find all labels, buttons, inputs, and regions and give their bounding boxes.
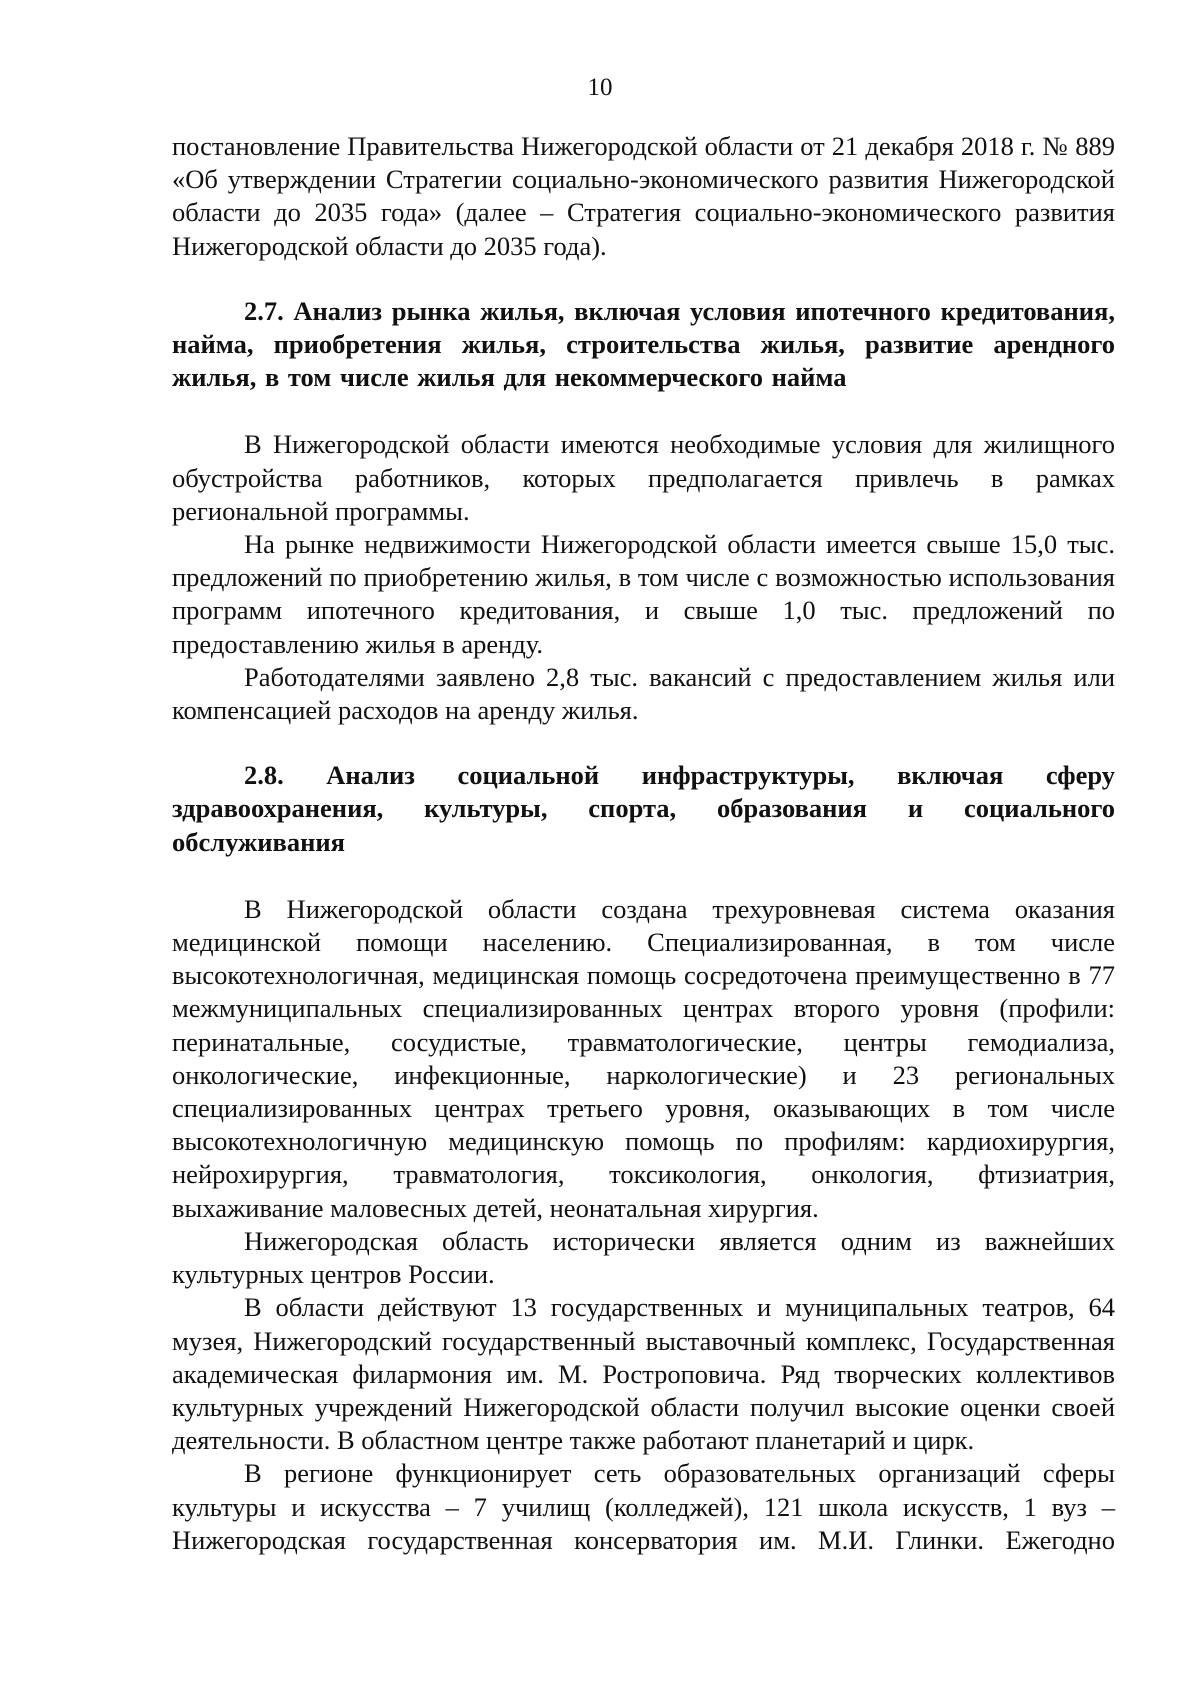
section-2-8-paragraph: В регионе функционирует сеть образовательных организаций сферы культуры и искусства – 7 училищ (колледжей), 121 школа искусств, 1 вуз – Нижегородская государственная консерватория им. М.И. Глинки. Ежегодно [172, 1458, 1115, 1555]
spacer [172, 727, 1115, 759]
spacer [172, 394, 1115, 428]
section-2-7-paragraph: В Нижегородской области имеются необходимые условия для жилищного обустройства работников, которых предполагается привлечь в рамках региональной программы. [172, 429, 1115, 526]
section-2-8-paragraph: В области действуют 13 государственных и муниципальных театров, 64 музея, Нижегородский государственный выставочный комплекс, Государственная академическая филармония им. М. Ростроповича. Ряд творческих коллективов культурных учреждений Нижегородской области получил высокие оценки своей деятельности. В областном центре также работают планетарий и цирк. [172, 1292, 1115, 1456]
spacer [172, 859, 1115, 893]
section-2-7-paragraph: Работодателями заявлено 2,8 тыс. вакансий с предоставлением жилья или компенсацией расходов на аренду жилья. [172, 661, 1115, 726]
section-2-8-paragraph: В Нижегородской области создана трехуровневая система оказания медицинской помощи населению. Специализированная, в том числе высокотехнологичная, медицинская помощь сосредоточена преимущественно в 77 межмуниципальных специализированных центрах второго уровня (профили: перинатальные, сосудистые, травматологические, центры гемодиализа, онкологические, инфекционные, наркологические) и 23 региональных специализированных центрах третьего уровня, оказывающих в том числе высокотехнологичную медицинскую помощь по профилям: кардиохирургия, нейрохирургия, травматология, токсикология, онкология, фтизиатрия, выхаживание маловесных детей, неонатальная хирургия. [172, 893, 1115, 1223]
section-2-7-paragraph: На рынке недвижимости Нижегородской области имеется свыше 15,0 тыс. предложений по приобретению жилья, в том числе с возможностью использования программ ипотечного кредитования, и свыше 1,0 тыс. предложений по предоставлению жилья в аренду. [172, 529, 1115, 659]
section-2-7-heading: 2.7. Анализ рынка жилья, включая условия ипотечного кредитования, найма, приобретения жилья, строительства жилья, развитие арендного жилья, в том числе жилья для некоммерческого найма [172, 295, 1115, 393]
section-2-8-heading: 2.8. Анализ социальной инфраструктуры, включая сферу здравоохранения, культуры, спорта, образования и социального обслуживания [172, 760, 1115, 857]
page-number: 10 [587, 74, 613, 101]
page-content [172, 130, 1115, 1557]
spacer [172, 263, 1115, 295]
intro-paragraph: постановление Правительства Нижегородской области от 21 декабря 2018 г. № 889 «Об утверждении Стратегии социально-экономического развития Нижегородской области до 2035 года» (далее – Стратегия социально-экономического развития Нижегородской области до 2035 года). [172, 131, 1115, 261]
section-2-8-paragraph: Нижегородская область исторически является одним из важнейших культурных центров России. [172, 1225, 1115, 1290]
